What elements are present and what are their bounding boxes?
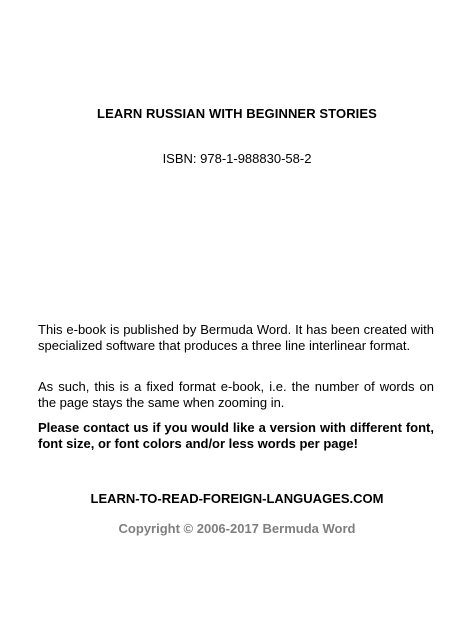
contact-paragraph: Please contact us if you would like a version with different font, font size, or font colors and/or less words per page! <box>38 420 434 451</box>
website-link[interactable]: LEARN-TO-READ-FOREIGN-LANGUAGES.COM <box>90 491 384 506</box>
book-title: LEARN RUSSIAN WITH BEGINNER STORIES <box>97 106 377 121</box>
fixed-format-paragraph: As such, this is a fixed format e-book, i.e. the number of words on the page stays the same when zooming in. <box>38 379 434 410</box>
publisher-paragraph: This e-book is published by Bermuda Word. It has been created with specialized software that produces a three line interlinear format. <box>38 322 434 353</box>
copyright-line: Copyright © 2006-2017 Bermuda Word <box>118 521 356 536</box>
isbn-line: ISBN: 978-1-988830-58-2 <box>162 151 312 166</box>
